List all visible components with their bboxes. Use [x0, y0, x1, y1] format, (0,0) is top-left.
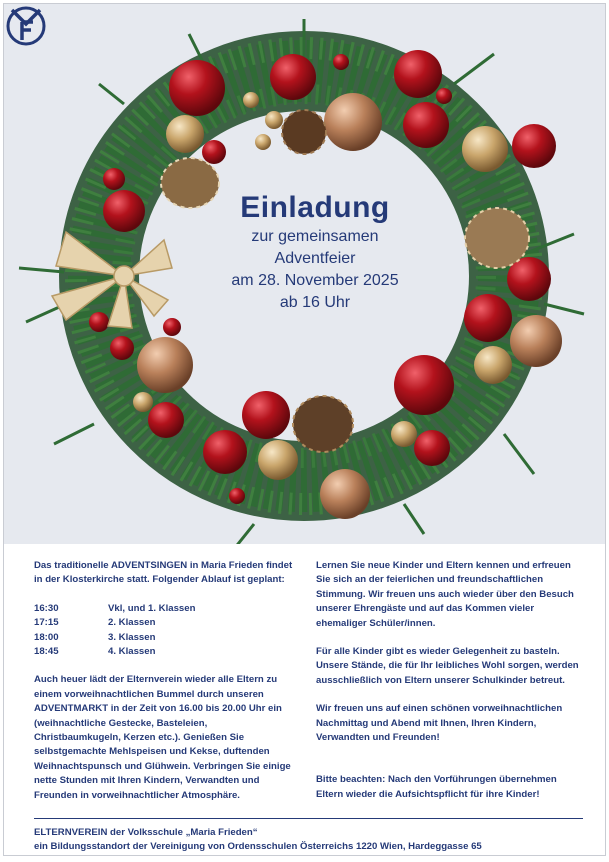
invitation-time: ab 16 Uhr — [279, 294, 351, 311]
schedule-time: 16:30 — [34, 602, 59, 614]
right-paragraph-2: Für alle Kinder gibt es wieder Gelegenheit zu basteln. Unsere Stände, die für Ihr leibliches Wohl sorgen, werden ausschließlich von Eltern unserer Schulkinder betreut. — [316, 646, 579, 686]
invitation-line-2: Adventfeier — [274, 250, 356, 267]
schedule-time: 18:00 — [34, 631, 59, 643]
schedule-group: 3. Klassen — [108, 631, 156, 643]
intro-paragraph: Das traditionelle ADVENTSINGEN in Maria Frieden findet in der Klosterkirche statt. Folgender Ablauf ist geplant: — [34, 560, 293, 586]
invitation-title: Einladung — [240, 191, 390, 224]
schedule-time: 18:45 — [34, 646, 59, 658]
invitation-date: am 28. November 2025 — [231, 272, 399, 289]
right-paragraph-3: Wir freuen uns auf einen schönen vorweihnachtlichen Nachmittag und Abend mit Ihnen, Ihren Kindern, Verwandten und Freunden! — [316, 703, 563, 744]
footer-line-2: ein Bildungsstandort der Vereinigung von Ordensschulen Österreichs 1220 Wien, Hardeggasse 65 — [34, 841, 482, 853]
right-column — [316, 559, 584, 802]
schedule-row — [34, 616, 294, 630]
footer-divider — [34, 818, 583, 819]
schedule-group: Vkl, und 1. Klassen — [108, 602, 196, 614]
schedule-row — [34, 602, 294, 616]
schedule-row — [34, 645, 294, 659]
market-paragraph: Auch heuer lädt der Elternverein wieder alle Eltern zu einem vorweihnachtlichen Bummel durch unseren ADVENTMARKT in der Zeit von 16.00 bis 20.00 Uhr ein (weihnachtliche Gestecke, Basteleien, Christbaumkugeln, Kerzen etc.). Genießen Sie selbstgemachte Mehlspeisen und Kekse, duftenden Weihnachtspunsch und Glühwein. Verbringen Sie einige nette Stunden mit Ihren Kindern, Verwandten und Freunden in vorweihnachtlicher Atmosphäre. — [34, 674, 291, 801]
schedule-time: 17:15 — [34, 617, 59, 629]
schedule-row — [34, 631, 294, 645]
invitation-text — [154, 190, 476, 314]
schedule-group: 4. Klassen — [108, 646, 156, 658]
notice-paragraph: Bitte beachten: Nach den Vorführungen übernehmen Eltern wieder die Aufsichtspflicht für ihre Kinder! — [316, 774, 557, 800]
school-logo-icon — [4, 4, 48, 48]
footer — [34, 826, 482, 855]
schedule-group: 2. Klassen — [108, 617, 156, 629]
invitation-page — [3, 3, 606, 856]
footer-line-1: ELTERNVEREIN der Volksschule „Maria Frieden“ — [34, 827, 258, 838]
invitation-line-1: zur gemeinsamen — [251, 228, 379, 245]
right-paragraph-1: Lernen Sie neue Kinder und Eltern kennen und erfreuen Sie sich an der feierlichen und freundschaftlichen Stimmung. Wir freuen uns auch wieder über den Besuch unserer Ehrengäste und auf das Kommen vieler ehemaliger Schüler/innen. — [316, 560, 574, 629]
left-column — [34, 559, 294, 803]
wreath-hero — [4, 4, 605, 544]
schedule — [34, 602, 294, 660]
